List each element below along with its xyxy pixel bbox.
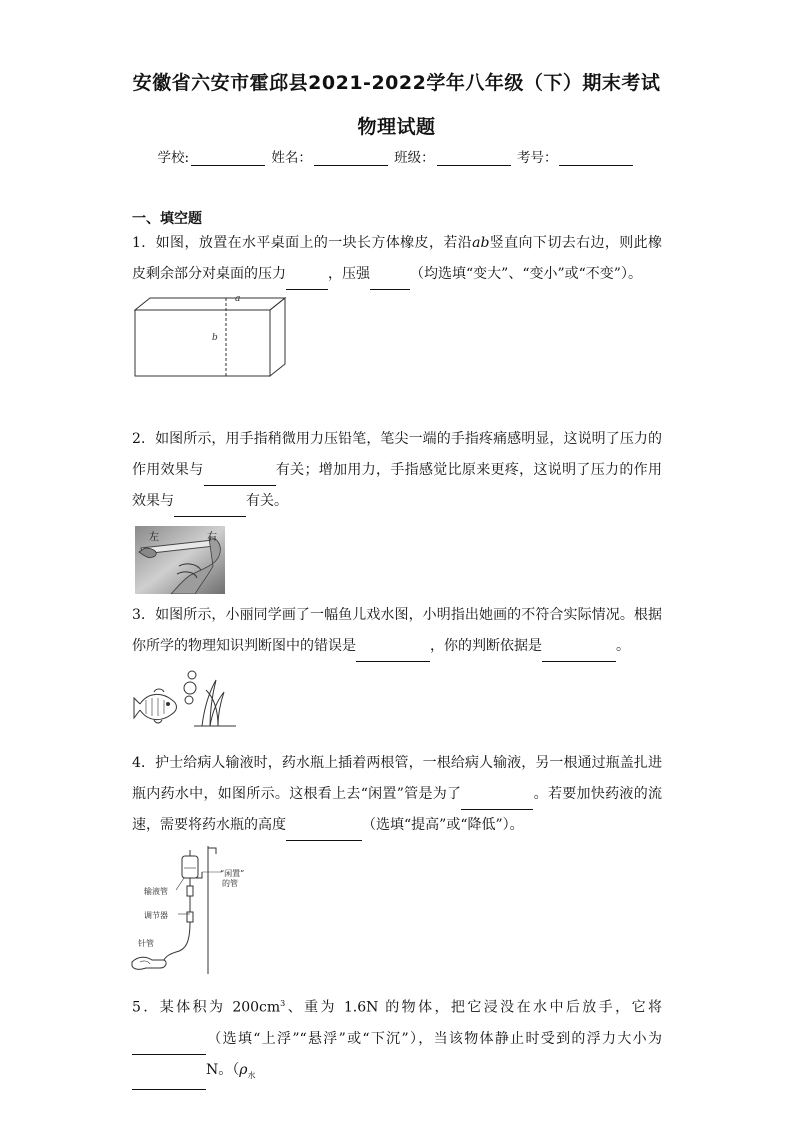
q5-superscript-3: 3	[280, 999, 286, 1008]
page-title-line-1: 安徽省六安市霍邱县2021-2022学年八年级（下）期末考试	[132, 72, 661, 94]
question-4	[132, 748, 662, 841]
fig-label-tube: 输液管	[144, 887, 168, 896]
student-info-row	[0, 146, 793, 166]
pencil-finger-photo	[135, 526, 225, 594]
q5-blank-2	[132, 1071, 206, 1090]
number-blank	[559, 151, 633, 166]
q1-blank-2	[370, 271, 410, 290]
q1-blank-1	[286, 271, 328, 290]
q5-rho-subscript: 水	[247, 1070, 256, 1080]
q4-text-3: （选填“提高”或“降低”）。	[362, 817, 524, 833]
q1-text-4: （均选填“变大”、“变小”或“不变”）。	[410, 266, 642, 282]
fig-label-a: a	[235, 294, 241, 304]
q5-text-4: N。（	[206, 1061, 240, 1078]
q4-text-2: 。若要加快药液的流速，需要将药水瓶的高度	[132, 786, 662, 833]
q4-blank-2	[286, 822, 362, 841]
school-label: 学校:	[157, 150, 190, 166]
q1-italic-ab: ab	[472, 235, 490, 251]
q5-blank-1	[132, 1036, 206, 1055]
q2-text-2: 有关；增加用力，手指感觉比原来更疼，这说明了压力的作用效果与	[132, 462, 662, 509]
question-5	[132, 988, 662, 1090]
name-label: 姓名：	[271, 150, 312, 166]
page-title-line-2: 物理试题	[357, 116, 436, 138]
q2-text-3: 有关。	[246, 493, 288, 509]
iv-drip-figure	[130, 842, 260, 978]
q3-blank-2	[542, 643, 616, 662]
class-blank	[437, 151, 511, 166]
q3-text-1: 3．如图所示，小丽同学画了一幅鱼儿戏水图，小明指出她画的不符合实际情况。根据你所学的物理知识判断图中的错误是	[132, 607, 662, 654]
question-3	[132, 600, 662, 662]
q2-blank-1	[204, 467, 276, 486]
fig-label-left: 左	[149, 532, 159, 543]
section-heading: 一、填空题	[132, 211, 202, 227]
q3-text-3: 。	[616, 638, 630, 654]
q1-text-3: ，压强	[328, 266, 370, 282]
eraser-figure	[130, 292, 292, 384]
q5-text-3: （选填“上浮”“悬浮”或“下沉”），当该物体静止时受到的浮力大小为	[206, 1030, 662, 1047]
q2-blank-2	[174, 498, 246, 517]
q4-text-1: 4．护士给病人输液时，药水瓶上插着两根管，一根给病人输液，另一根通过瓶盖扎进瓶内药水中，如图所示。这根看上去“闲置”管是为了	[132, 755, 662, 802]
question-2	[132, 424, 662, 517]
fig-label-idle-line1: “闲置”	[220, 869, 245, 878]
q3-text-2: ，你的判断依据是	[430, 638, 542, 654]
q1-text-1: 1．如图，放置在水平桌面上的一块长方体橡皮，若沿	[132, 235, 473, 251]
fig-label-regulator: 调节器	[144, 911, 168, 920]
question-1	[132, 228, 662, 290]
school-blank	[191, 151, 265, 166]
fig-label-right: 右	[207, 532, 217, 543]
q1-text-2: 竖直向下切去右边，则此橡皮剩余部分对桌面的压力	[132, 235, 662, 282]
q4-blank-1	[461, 791, 533, 810]
q5-text-1: 5．某体积为 200cm	[132, 999, 281, 1016]
class-label: 班级：	[394, 150, 435, 166]
q3-blank-1	[356, 643, 430, 662]
q5-text-2: 、重为 1.6N 的物体，把它浸没在水中后放手，它将	[285, 999, 662, 1016]
fig-label-b: b	[212, 333, 218, 343]
number-label: 考号：	[516, 150, 558, 166]
fig-label-needle: 针管	[138, 939, 154, 948]
fish-bubbles-drawing	[132, 670, 242, 728]
fig-label-idle-line2: 的管	[222, 879, 238, 888]
q5-rho: ρ	[239, 1061, 248, 1078]
name-blank	[314, 151, 388, 166]
q2-text-1: 2．如图所示，用手指稍微用力压铅笔，笔尖一端的手指疼痛感明显，这说明了压力的作用效果与	[132, 431, 662, 478]
